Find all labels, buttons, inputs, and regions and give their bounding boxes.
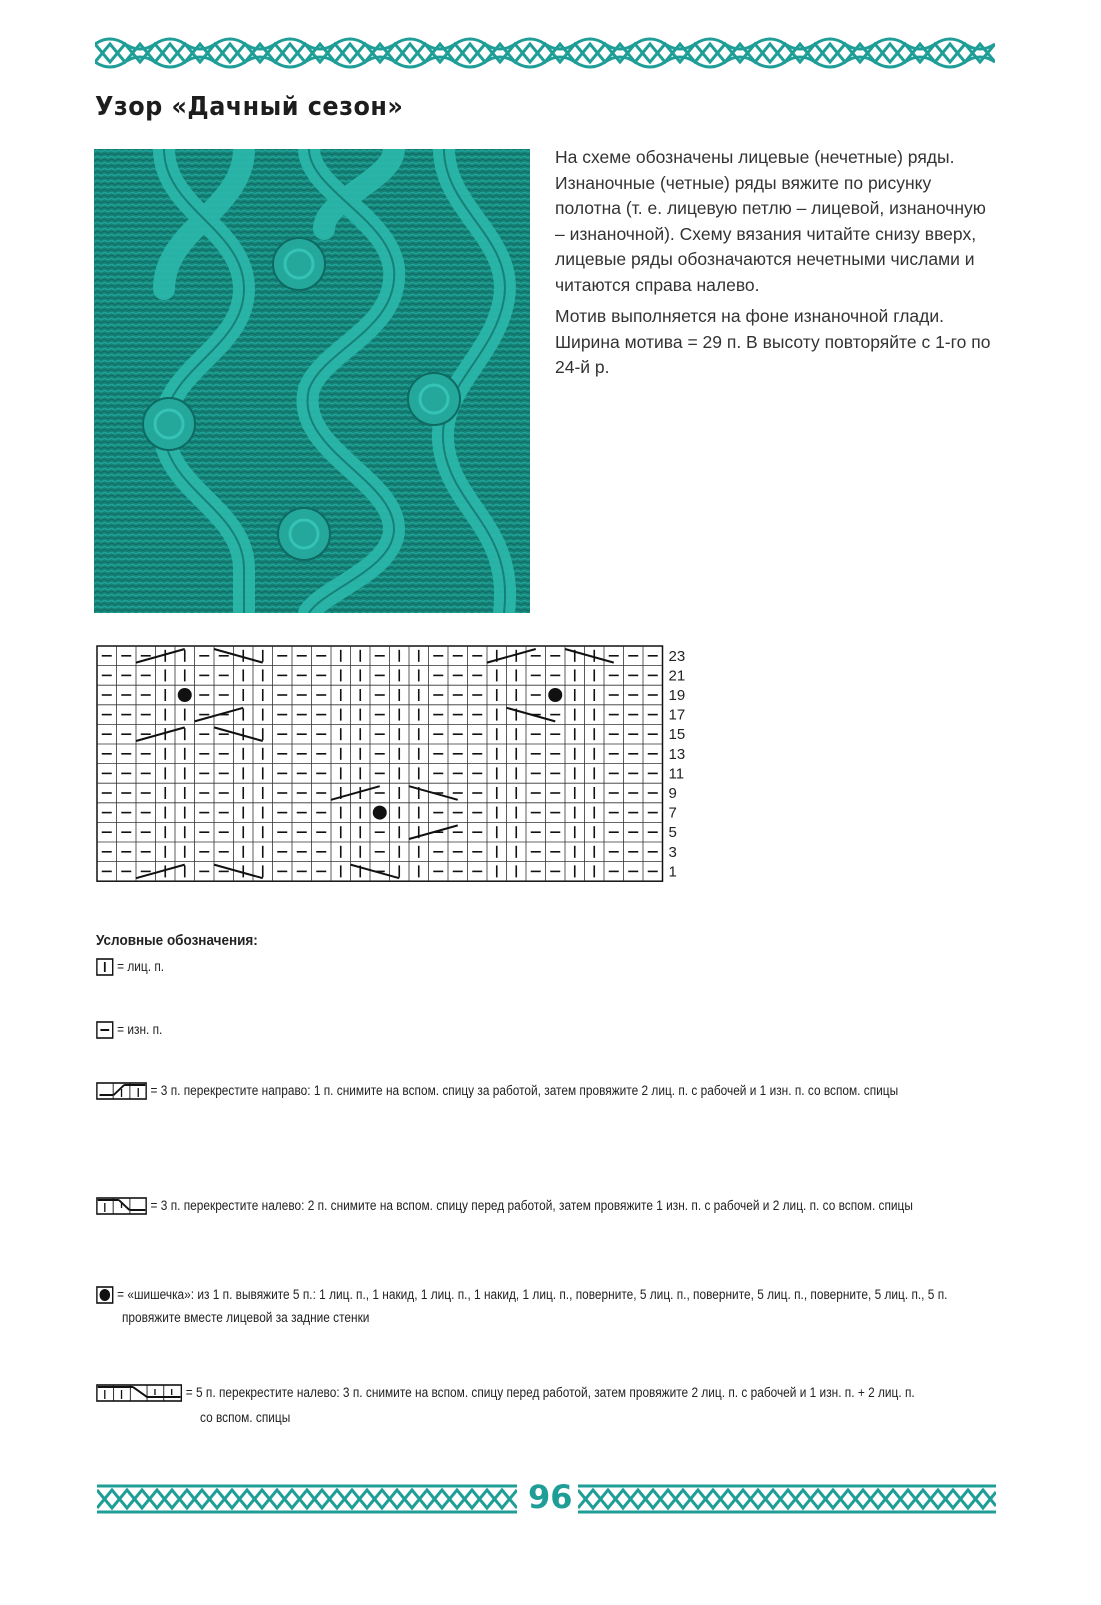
decorative-border-bottom-right	[578, 1482, 996, 1516]
legend-knit	[96, 955, 164, 979]
chart-row-label: 9	[668, 785, 677, 802]
legend-title: Условные обозначения:	[96, 932, 258, 949]
chart-bobble-mark	[373, 806, 387, 820]
chart-row-label: 13	[668, 745, 686, 763]
cross5-left-symbol-icon	[96, 1383, 182, 1403]
cross-right-symbol-icon	[96, 1081, 147, 1101]
cross-left-symbol-icon	[96, 1196, 147, 1216]
chart-row-label: 23	[668, 647, 686, 665]
knitting-chart	[96, 645, 706, 883]
legend-knit-text: = лиц. п.	[117, 959, 165, 974]
legend-cross-right-text: = 3 п. перекрестите направо: 1 п. снимите на вспом. спицу за работой, затем провяжите 2 лиц. п. с рабочей и 1 изн. п. со вспом. спицы	[150, 1083, 899, 1098]
description-paragraph-2: Мотив выполняется на фоне изнаночной глади. Ширина мотива = 29 п. В высоту повторяйте с 1-го по 24-й р.	[555, 306, 991, 377]
chart-bobble-mark	[548, 688, 562, 702]
legend-cross5-text-1: = 5 п. перекрестите налево: 3 п. снимите на вспом. спицу перед работой, затем провяжите 2 лиц. п. с рабочей и 1 изн. п. + 2 лиц. п.	[185, 1385, 915, 1400]
legend-bobble-text-2: провяжите вместе лицевой за задние стенки	[122, 1310, 370, 1325]
legend-cross-right	[96, 1079, 898, 1103]
knitted-swatch-photo	[94, 149, 530, 613]
legend-bobble-text-1: = «шишечка»: из 1 п. вывяжите 5 п.: 1 лиц. п., 1 накид, 1 лиц. п., 1 накид, 1 лиц. п., поверните, 5 лиц. п., поверните, 5 лиц. п., поверните, 5 лиц. п., 5 п.	[117, 1287, 948, 1302]
legend-purl	[96, 1018, 162, 1042]
page-title: Узор «Дачный сезон»	[95, 92, 404, 122]
legend-bobble	[96, 1283, 947, 1307]
chart-row-label: 17	[668, 706, 686, 724]
chart-row-label: 7	[668, 804, 677, 822]
decorative-border-bottom-left	[97, 1482, 517, 1516]
description-paragraph-1: На схеме обозначены лицевые (нечетные) ряды. Изнаночные (четные) ряды вяжите по рисунку полотна (т. е. лицевую петлю – лицевой, изнаночную – изнаночной). Схему вязания читайте снизу вверх, лицевые ряды обозначаются нечетными числами и читаются справа налево.	[555, 147, 986, 295]
chart-row-label: 15	[668, 726, 686, 744]
chart-row-label: 3	[668, 843, 677, 861]
decorative-border-top	[95, 36, 995, 70]
knit-symbol-icon	[96, 958, 114, 976]
chart-row-label: 11	[668, 765, 685, 783]
chart-bobble-mark	[178, 688, 192, 702]
chart-row-label: 21	[668, 667, 686, 685]
purl-symbol-icon	[96, 1021, 114, 1039]
chart-row-label: 5	[668, 824, 677, 842]
chart-row-label: 19	[668, 687, 686, 704]
legend-purl-text: = изн. п.	[117, 1022, 163, 1037]
legend-cross-left-text: = 3 п. перекрестите налево: 2 п. снимите на вспом. спицу перед работой, затем провяжите 1 изн. п. с рабочей и 2 лиц. п. со вспом. спицы	[150, 1198, 913, 1213]
page-number: 96	[528, 1478, 573, 1516]
chart-row-label: 1	[668, 863, 677, 881]
legend-cross5-text-2: со вспом. спицы	[200, 1410, 291, 1425]
legend-cross5-left	[96, 1381, 915, 1405]
bobble-symbol-icon	[96, 1286, 114, 1304]
legend-cross-left	[96, 1194, 913, 1218]
